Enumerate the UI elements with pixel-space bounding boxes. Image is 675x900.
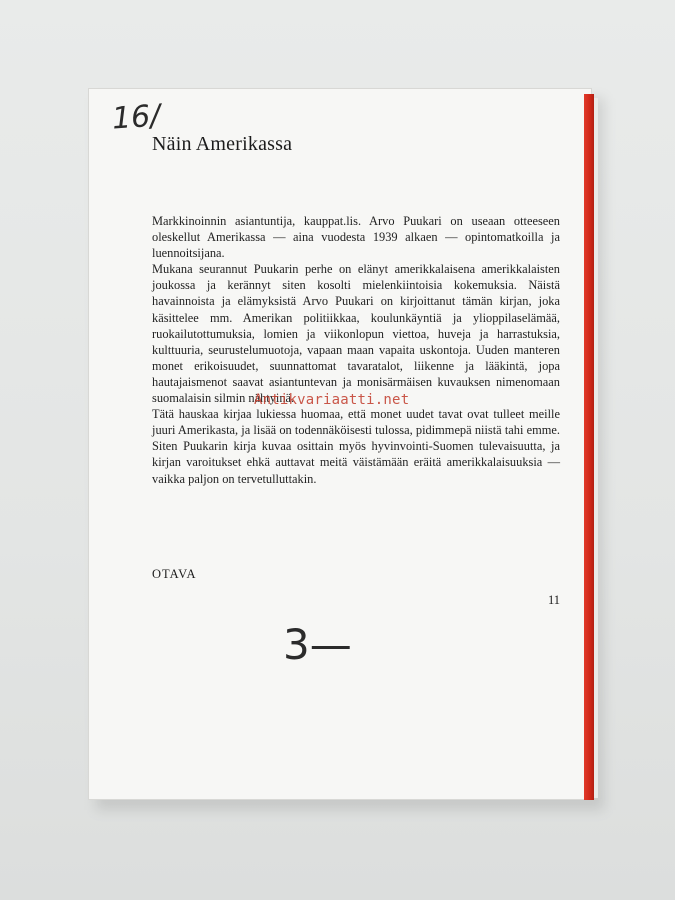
- book-spine-red: [584, 94, 594, 800]
- watermark-text: Antikvariaatti.net: [254, 392, 410, 408]
- series-code: 11: [548, 593, 561, 607]
- book-page-edge: [594, 98, 598, 798]
- blurb-paragraph-3: Tätä hauskaa kirjaa lukiessa huomaa, että monet uudet tavat ovat tulleet meille juuri Amerikasta, ja lisää on todennäköisesti tulossa, pidimmepä niistä tahi emme. Siten Puukarin kirja kuvaa osittain myös hyvinvointi-Suomen tulevaisuutta, ja kirjan varoitukset ehkä auttavat meitä väistämään eräitä amerikkalaisuuksia — vaikka paljon on tervetulluttakin.: [152, 407, 560, 486]
- blurb-text: [152, 213, 560, 487]
- blurb-paragraph-2: Mukana seurannut Puukarin perhe on elänyt amerikkalaisena amerikkalaisten joukossa ja kerännyt siten kosolti mielenkiintoisia kokemuksia. Näistä havainnoista ja elämyksistä Arvo Puukari on kirjoittanut tämän kirjan, joka käsittelee mm. Amerikan politiikkaa, koulunkäyntiä ja ylioppilaselämää, ruokailutottumuksia, lomien ja viikonlopun viettoa, huveja ja harrastuksia, kulttuuria, seurustelumuotoja, vapaan maan vapaita uskontoja. Uuden manteren monet erikoisuudet, suunnattomat tavaratalot, liikenne ja lääkintä, jopa hautajaismenot saavat asiantuntevan ja monisärmäisen kuvauksen nimenomaan suomalaisin silmin nähtyinä.: [152, 262, 560, 406]
- publisher-name: OTAVA: [152, 567, 197, 581]
- book-title: Näin Amerikassa: [152, 133, 293, 155]
- handwritten-price-mark: 3—: [283, 620, 352, 669]
- blurb-paragraph-1: Markkinoinnin asiantuntija, kauppat.lis. Arvo Puukari on useaan otteeseen oleskellut Amerikassa — aina vuodesta 1939 alkaen — opintomatkoilla ja luennoitsijana.: [152, 214, 560, 261]
- handwritten-top-mark: 16/: [110, 98, 162, 137]
